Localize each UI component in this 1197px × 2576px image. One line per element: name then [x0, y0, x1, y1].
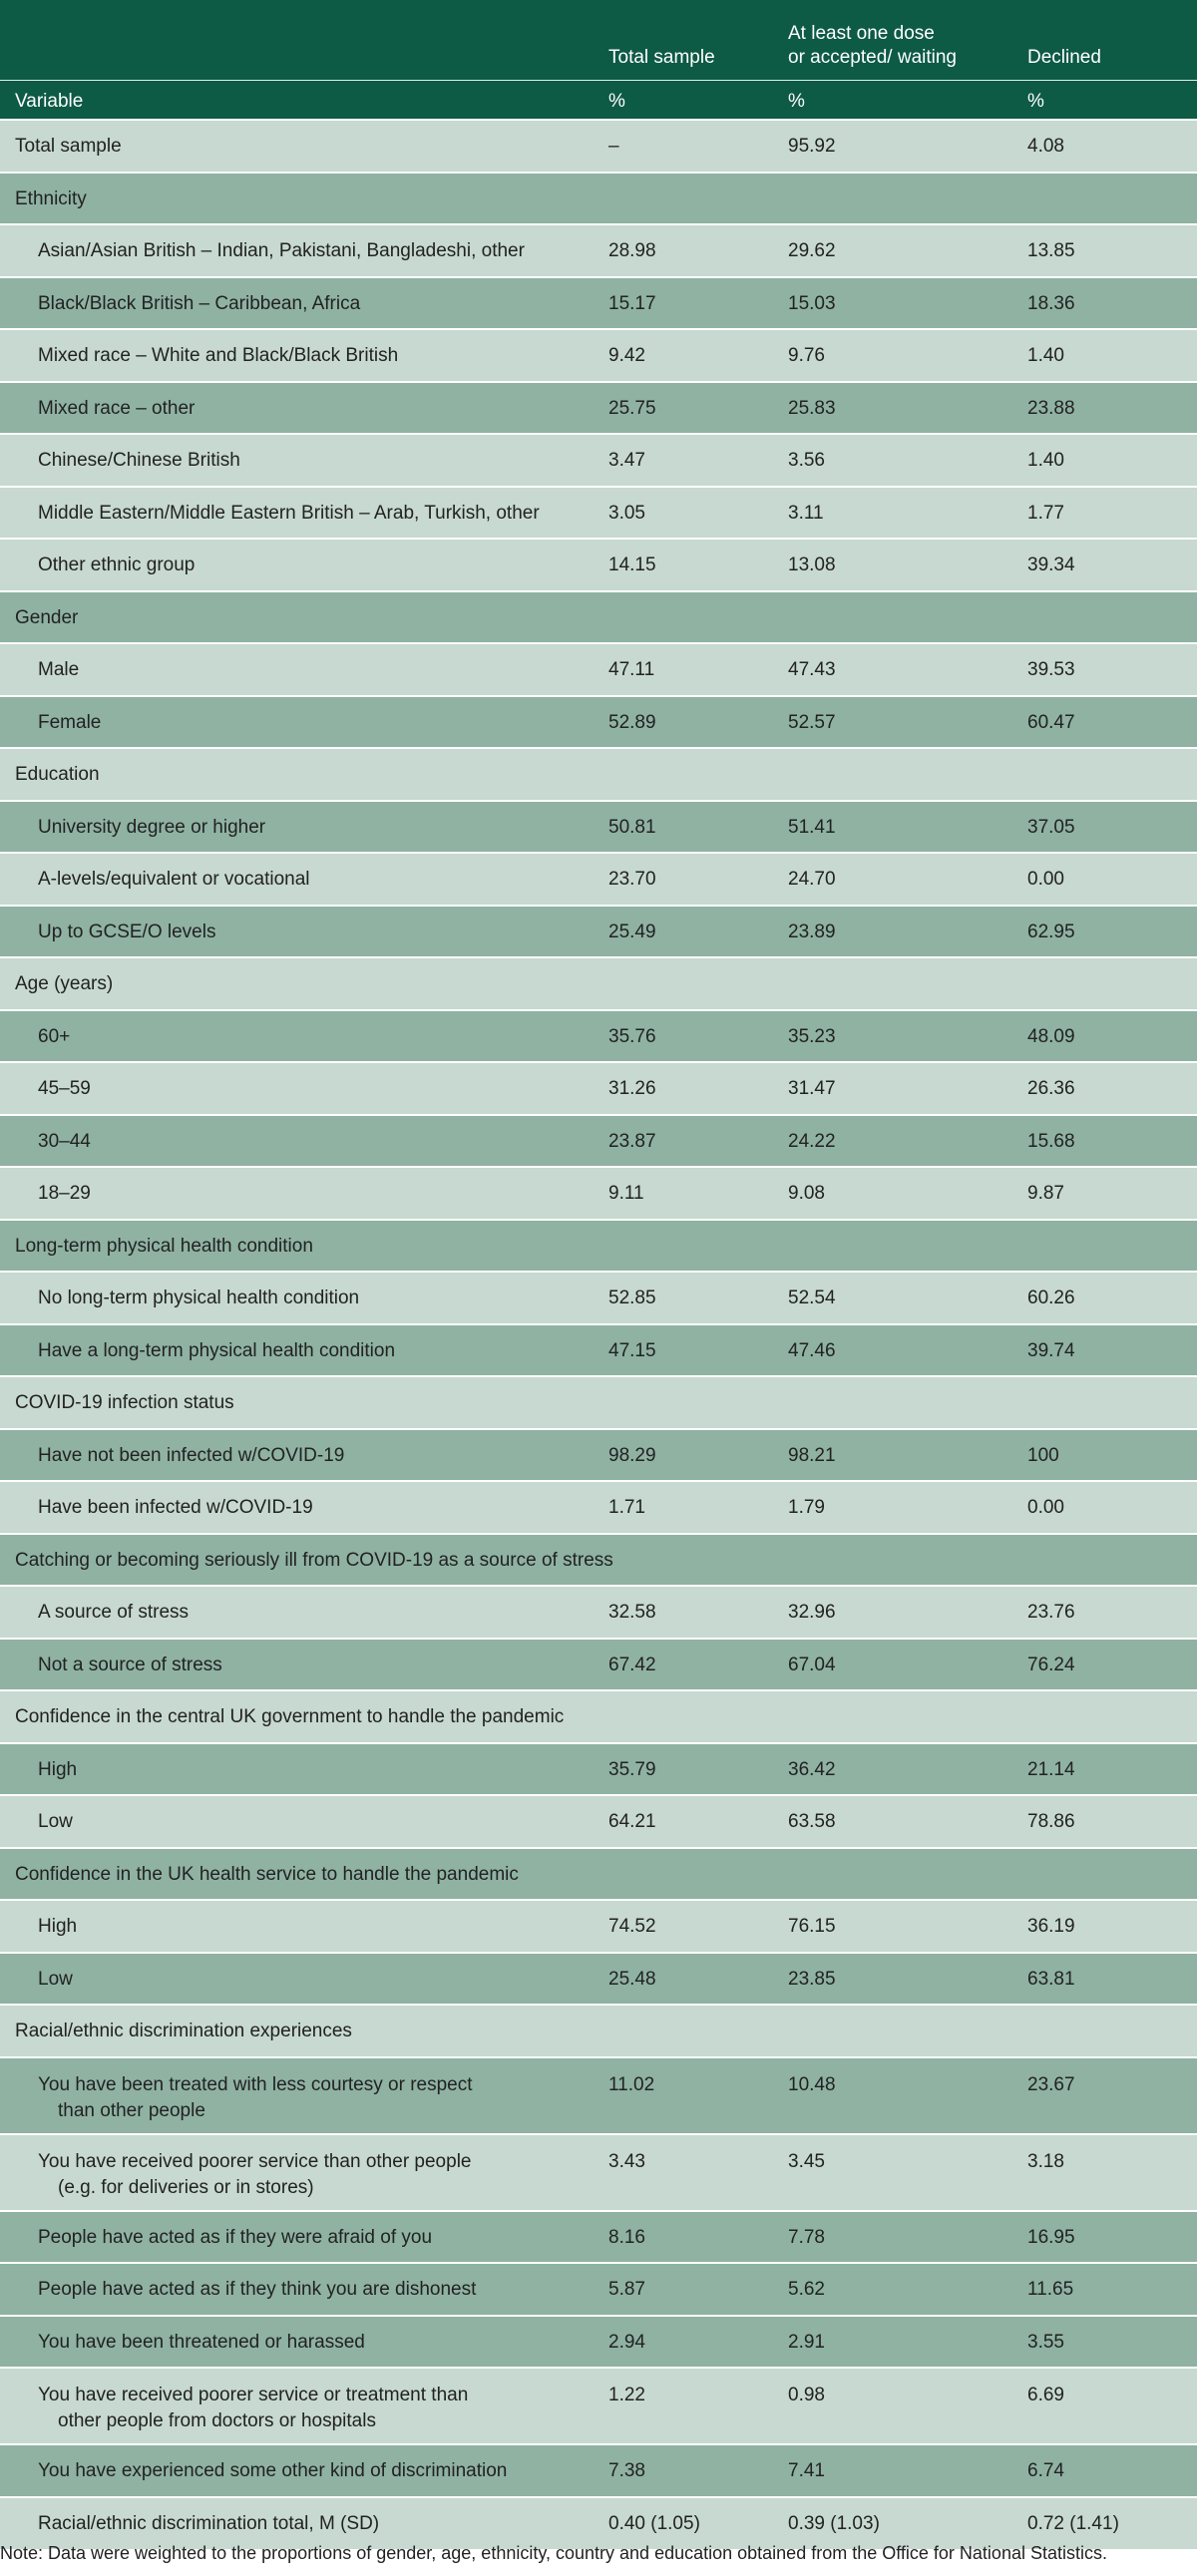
- total-sample-cell: 0.40 (1.05): [608, 2497, 788, 2550]
- header-variable: Variable: [0, 80, 608, 120]
- variable-label: Female: [0, 696, 608, 749]
- variable-label: Low: [0, 1795, 608, 1848]
- total-sample-cell: 98.29: [608, 1429, 788, 1482]
- header-blank: [0, 0, 608, 80]
- accepted-cell: 9.08: [788, 1167, 1027, 1220]
- table-row: [0, 120, 1197, 173]
- declined-cell: 9.87: [1027, 1167, 1197, 1220]
- accepted-cell: 5.62: [788, 2263, 1027, 2316]
- section-label: COVID-19 infection status: [0, 1376, 1197, 1429]
- accepted-cell: 52.54: [788, 1272, 1027, 1324]
- declined-cell: 39.34: [1027, 539, 1197, 591]
- variable-label: 60+: [0, 1010, 608, 1063]
- total-sample-cell: 2.94: [608, 2316, 788, 2369]
- accepted-cell: 13.08: [788, 539, 1027, 591]
- total-sample-cell: 28.98: [608, 224, 788, 277]
- accepted-cell: 7.78: [788, 2211, 1027, 2264]
- table-note: Note: Data were weighted to the proportions of gender, age, ethnicity, country and education obtained from the Office for National Statistics.: [0, 2543, 1107, 2563]
- table-row: [0, 2134, 1197, 2211]
- variable-label: University degree or higher: [0, 801, 608, 854]
- accepted-cell: 0.39 (1.03): [788, 2497, 1027, 2550]
- declined-cell: 11.65: [1027, 2263, 1197, 2316]
- total-sample-cell: 67.42: [608, 1639, 788, 1691]
- accepted-cell: 25.83: [788, 382, 1027, 435]
- variable-label-line1: You have received poorer service than other people: [38, 2150, 472, 2172]
- table-row: [0, 1586, 1197, 1639]
- declined-cell: 3.55: [1027, 2316, 1197, 2369]
- section-label: Age (years): [0, 957, 1197, 1010]
- table-row: [0, 2497, 1197, 2550]
- accepted-cell: 29.62: [788, 224, 1027, 277]
- declined-cell: 4.08: [1027, 120, 1197, 173]
- variable-label-line2: than other people: [58, 2099, 205, 2121]
- total-sample-cell: 47.11: [608, 643, 788, 696]
- declined-cell: 16.95: [1027, 2211, 1197, 2264]
- section-row: [0, 1534, 1197, 1587]
- declined-cell: 60.26: [1027, 1272, 1197, 1324]
- total-sample-cell: 8.16: [608, 2211, 788, 2264]
- accepted-cell: 3.11: [788, 487, 1027, 540]
- declined-cell: 23.76: [1027, 1586, 1197, 1639]
- section-label: Catching or becoming seriously ill from COVID-19 as a source of stress: [0, 1534, 1197, 1587]
- table-row: [0, 1324, 1197, 1377]
- declined-cell: 21.14: [1027, 1743, 1197, 1796]
- variable-label: Low: [0, 1953, 608, 2006]
- header-unit-declined: %: [1027, 80, 1197, 120]
- table-row: [0, 696, 1197, 749]
- accepted-cell: 98.21: [788, 1429, 1027, 1482]
- variable-label: Other ethnic group: [0, 539, 608, 591]
- variable-label: Chinese/Chinese British: [0, 434, 608, 487]
- total-sample-cell: 7.38: [608, 2444, 788, 2497]
- accepted-cell: 51.41: [788, 801, 1027, 854]
- declined-cell: 15.68: [1027, 1115, 1197, 1168]
- table-row: [0, 1481, 1197, 1534]
- accepted-cell: 35.23: [788, 1010, 1027, 1063]
- declined-cell: 60.47: [1027, 696, 1197, 749]
- total-sample-cell: 1.22: [608, 2368, 788, 2444]
- accepted-cell: 0.98: [788, 2368, 1027, 2444]
- header-unit-accepted: %: [788, 80, 1027, 120]
- accepted-cell: 9.76: [788, 329, 1027, 382]
- variable-label-line1: You have been treated with less courtesy or respect: [38, 2073, 473, 2095]
- variable-label: High: [0, 1743, 608, 1796]
- total-sample-cell: 47.15: [608, 1324, 788, 1377]
- total-sample-cell: 3.47: [608, 434, 788, 487]
- total-sample-cell: 52.89: [608, 696, 788, 749]
- table-row: [0, 382, 1197, 435]
- total-sample-cell: 15.17: [608, 277, 788, 330]
- variable-label: High: [0, 1900, 608, 1953]
- table-row: [0, 643, 1197, 696]
- declined-cell: 0.00: [1027, 853, 1197, 906]
- header-accepted-line1: At least one dose: [788, 22, 935, 44]
- table-row: [0, 434, 1197, 487]
- variable-label: Total sample: [0, 120, 608, 173]
- accepted-cell: 15.03: [788, 277, 1027, 330]
- variable-label: Black/Black British – Caribbean, Africa: [0, 277, 608, 330]
- total-sample-cell: 23.70: [608, 853, 788, 906]
- section-label: Education: [0, 748, 1197, 801]
- variable-label: You have been threatened or harassed: [0, 2316, 608, 2369]
- declined-cell: 6.69: [1027, 2368, 1197, 2444]
- accepted-cell: 7.41: [788, 2444, 1027, 2497]
- total-sample-cell: 23.87: [608, 1115, 788, 1168]
- total-sample-cell: 64.21: [608, 1795, 788, 1848]
- variable-label: A-levels/equivalent or vocational: [0, 853, 608, 906]
- variable-label: Middle Eastern/Middle Eastern British – Arab, Turkish, other: [0, 487, 608, 540]
- table-row: [0, 1639, 1197, 1691]
- accepted-cell: 36.42: [788, 1743, 1027, 1796]
- declined-cell: 6.74: [1027, 2444, 1197, 2497]
- variable-label: [0, 2134, 608, 2211]
- table-row: [0, 906, 1197, 958]
- header-row-units: [0, 80, 1197, 120]
- variable-label: Up to GCSE/O levels: [0, 906, 608, 958]
- total-sample-cell: 25.49: [608, 906, 788, 958]
- header-declined: Declined: [1027, 46, 1101, 68]
- variable-label: Have a long-term physical health condition: [0, 1324, 608, 1377]
- header-unit-total: %: [608, 80, 788, 120]
- total-sample-cell: 1.71: [608, 1481, 788, 1534]
- section-row: [0, 1690, 1197, 1743]
- total-sample-cell: 5.87: [608, 2263, 788, 2316]
- total-sample-cell: 50.81: [608, 801, 788, 854]
- total-sample-cell: 9.42: [608, 329, 788, 382]
- declined-cell: 78.86: [1027, 1795, 1197, 1848]
- section-label: Long-term physical health condition: [0, 1220, 1197, 1273]
- variable-label: People have acted as if they think you are dishonest: [0, 2263, 608, 2316]
- total-sample-cell: 32.58: [608, 1586, 788, 1639]
- declined-cell: 1.77: [1027, 487, 1197, 540]
- total-sample-cell: 25.75: [608, 382, 788, 435]
- declined-cell: 18.36: [1027, 277, 1197, 330]
- declined-cell: 23.88: [1027, 382, 1197, 435]
- total-sample-cell: 11.02: [608, 2057, 788, 2134]
- variable-label-line1: You have received poorer service or treatment than: [38, 2385, 469, 2405]
- variable-label: [0, 2057, 608, 2134]
- accepted-cell: 63.58: [788, 1795, 1027, 1848]
- table-row: [0, 1429, 1197, 1482]
- declined-cell: 0.72 (1.41): [1027, 2497, 1197, 2550]
- total-sample-cell: 31.26: [608, 1062, 788, 1115]
- accepted-cell: 24.22: [788, 1115, 1027, 1168]
- accepted-cell: 24.70: [788, 853, 1027, 906]
- section-row: [0, 2005, 1197, 2057]
- table-row: [0, 487, 1197, 540]
- table-row: [0, 853, 1197, 906]
- section-row: [0, 1848, 1197, 1901]
- table-row: [0, 1743, 1197, 1796]
- table-row: [0, 224, 1197, 277]
- section-label: Confidence in the UK health service to handle the pandemic: [0, 1848, 1197, 1901]
- table-row: [0, 1900, 1197, 1953]
- table-row: [0, 2263, 1197, 2316]
- header-total-sample: Total sample: [608, 46, 715, 68]
- declined-cell: 36.19: [1027, 1900, 1197, 1953]
- accepted-cell: 23.85: [788, 1953, 1027, 2006]
- total-sample-cell: 25.48: [608, 1953, 788, 2006]
- header-accepted: [788, 0, 1027, 80]
- accepted-cell: 95.92: [788, 120, 1027, 173]
- table-row: [0, 2444, 1197, 2497]
- variable-label: [0, 2368, 608, 2444]
- accepted-cell: 3.45: [788, 2134, 1027, 2211]
- section-row: [0, 1220, 1197, 1273]
- variable-label: 30–44: [0, 1115, 608, 1168]
- declined-cell: 76.24: [1027, 1639, 1197, 1691]
- variable-label: You have experienced some other kind of discrimination: [0, 2444, 608, 2497]
- table-row: [0, 1115, 1197, 1168]
- variable-label: Mixed race – other: [0, 382, 608, 435]
- total-sample-cell: 35.79: [608, 1743, 788, 1796]
- section-row: [0, 173, 1197, 225]
- accepted-cell: 67.04: [788, 1639, 1027, 1691]
- variable-label: 45–59: [0, 1062, 608, 1115]
- accepted-cell: 31.47: [788, 1062, 1027, 1115]
- total-sample-cell: –: [608, 120, 788, 173]
- declined-cell: 3.18: [1027, 2134, 1197, 2211]
- variable-label: People have acted as if they were afraid of you: [0, 2211, 608, 2264]
- variable-label: Not a source of stress: [0, 1639, 608, 1691]
- table-row: [0, 1953, 1197, 2006]
- accepted-cell: 76.15: [788, 1900, 1027, 1953]
- section-row: [0, 957, 1197, 1010]
- section-label: Racial/ethnic discrimination experiences: [0, 2005, 1197, 2057]
- accepted-cell: 47.46: [788, 1324, 1027, 1377]
- total-sample-cell: 35.76: [608, 1010, 788, 1063]
- total-sample-cell: 9.11: [608, 1167, 788, 1220]
- declined-cell: 26.36: [1027, 1062, 1197, 1115]
- table-row: [0, 1272, 1197, 1324]
- section-label: Gender: [0, 591, 1197, 644]
- accepted-cell: 2.91: [788, 2316, 1027, 2369]
- accepted-cell: 10.48: [788, 2057, 1027, 2134]
- declined-cell: 0.00: [1027, 1481, 1197, 1534]
- accepted-cell: 3.56: [788, 434, 1027, 487]
- table-header: [0, 0, 1197, 120]
- total-sample-cell: 74.52: [608, 1900, 788, 1953]
- variable-label: Have not been infected w/COVID-19: [0, 1429, 608, 1482]
- total-sample-cell: 52.85: [608, 1272, 788, 1324]
- declined-cell: 100: [1027, 1429, 1197, 1482]
- accepted-cell: 23.89: [788, 906, 1027, 958]
- table-body: [0, 120, 1197, 2549]
- declined-cell: 23.67: [1027, 2057, 1197, 2134]
- declined-cell: 1.40: [1027, 434, 1197, 487]
- table-row: [0, 2316, 1197, 2369]
- variable-label: A source of stress: [0, 1586, 608, 1639]
- declined-cell: 63.81: [1027, 1953, 1197, 2006]
- accepted-cell: 1.79: [788, 1481, 1027, 1534]
- variable-label: Mixed race – White and Black/Black British: [0, 329, 608, 382]
- table-row: [0, 801, 1197, 854]
- declined-cell: 39.74: [1027, 1324, 1197, 1377]
- header-accepted-line2: or accepted/ waiting: [788, 46, 957, 68]
- declined-cell: 1.40: [1027, 329, 1197, 382]
- accepted-cell: 32.96: [788, 1586, 1027, 1639]
- declined-cell: 37.05: [1027, 801, 1197, 854]
- table-row: [0, 277, 1197, 330]
- declined-cell: 62.95: [1027, 906, 1197, 958]
- variable-label: Male: [0, 643, 608, 696]
- variable-label: No long-term physical health condition: [0, 1272, 608, 1324]
- table-row: [0, 2057, 1197, 2134]
- variable-label-line2: other people from doctors or hospitals: [58, 2410, 376, 2431]
- section-row: [0, 748, 1197, 801]
- table-row: [0, 1010, 1197, 1063]
- variable-label: Asian/Asian British – Indian, Pakistani, Bangladeshi, other: [0, 224, 608, 277]
- table-row: [0, 2368, 1197, 2444]
- table-row: [0, 1795, 1197, 1848]
- section-label: Ethnicity: [0, 173, 1197, 225]
- declined-cell: 48.09: [1027, 1010, 1197, 1063]
- total-sample-cell: 3.05: [608, 487, 788, 540]
- section-label: Confidence in the central UK government to handle the pandemic: [0, 1690, 1197, 1743]
- accepted-cell: 47.43: [788, 643, 1027, 696]
- variable-label: Have been infected w/COVID-19: [0, 1481, 608, 1534]
- table-row: [0, 2211, 1197, 2264]
- total-sample-cell: 14.15: [608, 539, 788, 591]
- table-row: [0, 329, 1197, 382]
- declined-cell: 39.53: [1027, 643, 1197, 696]
- table-row: [0, 1167, 1197, 1220]
- header-row-labels: [0, 0, 1197, 80]
- table-row: [0, 1062, 1197, 1115]
- total-sample-cell: 3.43: [608, 2134, 788, 2211]
- variable-label: Racial/ethnic discrimination total, M (SD): [0, 2497, 608, 2550]
- section-row: [0, 591, 1197, 644]
- accepted-cell: 52.57: [788, 696, 1027, 749]
- section-row: [0, 1376, 1197, 1429]
- variable-label-line2: (e.g. for deliveries or in stores): [58, 2176, 314, 2198]
- variable-label: 18–29: [0, 1167, 608, 1220]
- declined-cell: 13.85: [1027, 224, 1197, 277]
- table-row: [0, 539, 1197, 591]
